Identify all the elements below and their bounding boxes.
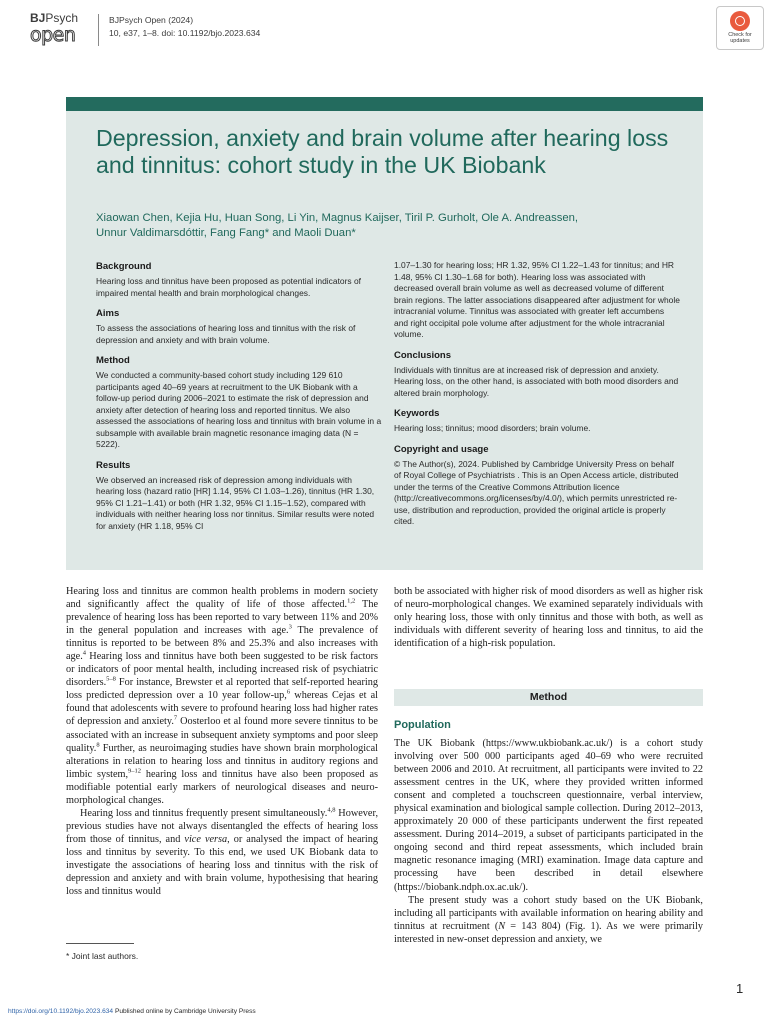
authors-line-1: Xiaowan Chen, Kejia Hu, Huan Song, Li Yin, Magnus Kaijser, Tiril P. Gurholt, Ole A. Andreassen, bbox=[96, 212, 579, 224]
aims-heading: Aims bbox=[96, 308, 120, 319]
body-left-column bbox=[66, 585, 378, 898]
check-for-updates-button[interactable] bbox=[716, 6, 764, 50]
text-run: ). As we were primarily interested in new-onset depression and anxiety, we bbox=[394, 920, 704, 945]
method-text: We conducted a community-based cohort study including 129 610 participants aged 40–69 years at recruitment to the UK Biobank with a follow-up period during 2006–2021 to estimate the risk of depression and anxiety after detection of hearing loss and reported tinnitus. We also assessed the associations of hearing loss and tinnitus with brain volume in a subsample with available brain magnetic resonance imaging data (N = 5222). bbox=[96, 370, 382, 449]
italic-run: vice versa bbox=[184, 833, 228, 845]
conclusions-heading: Conclusions bbox=[394, 349, 452, 361]
text-run: For instance, Brewster et al reported that self-reported hearing loss predicted depression over a 10 year follow-up, bbox=[66, 677, 378, 702]
text-run: The prevalence of tinnitus is reported to be between 8% and 25.3% and also increases with age. bbox=[66, 625, 378, 663]
license-link[interactable]: http://creativecommons.org/licenses/by/4.0/ bbox=[396, 493, 560, 503]
text-run: ) is a cohort study involving over 500 000 participants aged 40–69 who were recruited between 2006 and 2010. At recruitment, all participants were invited to 22 assessment centres in the UK, where they provided written informed consent and completed a touchscreen questionnaire, verbal interview, physical examination and biological sample collection. During 2012–2013, approximately 20 000 of these participants underwent the first repeated assessment. During 2014–2019, a subset of participants participated in the ongoing second and third repeat assessments, which included brain magnetic resonance imaging (MRI) examination. Image data capture and processing have been described in detail elsewhere ( bbox=[394, 738, 704, 893]
journal-name: BJPsych Open (2024) bbox=[109, 15, 194, 25]
biobank-showcase-link[interactable]: https://biobank.ndph.ox.ac.uk/ bbox=[397, 881, 523, 893]
conclusions-text: Individuals with tinnitus are at increased risk of depression and anxiety. Hearing loss, on the other hand, is associated with both mood disorders and altered brain morphology. bbox=[394, 364, 679, 398]
journal-citation bbox=[98, 14, 260, 46]
aims-text: To assess the associations of hearing loss and tinnitus with the risk of depression and anxiety and with brain volume. bbox=[96, 323, 356, 345]
citation-ref[interactable]: 3 bbox=[288, 623, 292, 631]
logo-open: open bbox=[30, 24, 76, 46]
doi-footer bbox=[8, 1007, 256, 1016]
authors-line-2: Unnur Valdimarsdóttir, Fang Fang* and Maoli Duan* bbox=[96, 227, 356, 239]
journal-logo bbox=[30, 12, 86, 48]
published-online: Published online by Cambridge University Press bbox=[113, 1008, 256, 1015]
ukbiobank-link[interactable]: https://www.ukbiobank.ac.uk/ bbox=[485, 738, 610, 749]
keywords-text: Hearing loss; tinnitus; mood disorders; brain volume. bbox=[394, 423, 591, 433]
citation-ref[interactable]: 1,2 bbox=[347, 597, 356, 605]
author-list bbox=[96, 211, 696, 241]
text-run: , or analysed the impact of hearing loss and tinnitus by severity. To this end, we used UK Biobank data to investigate the associations of hearing loss and tinnitus with the risk of depression and anxiety and with brain volume, hypothesising that hearing loss and tinnitus would bbox=[66, 833, 379, 898]
text-run: However, previous studies have not always disentangled the effects of hearing loss from those of tinnitus, and bbox=[66, 807, 379, 845]
footnote-joint-authors: * Joint last authors. bbox=[66, 951, 139, 961]
citation-ref[interactable]: 7 bbox=[173, 715, 178, 723]
citation-ref[interactable]: 9–12 bbox=[128, 767, 142, 775]
text-run: ). bbox=[522, 881, 529, 893]
italic-run: N bbox=[498, 920, 506, 932]
badge-line-2: updates bbox=[730, 38, 750, 44]
text-run: Hearing loss and tinnitus are common health problems in modern society and significantly affect the quality of life of those affected. bbox=[66, 586, 378, 611]
article-title: Depression, anxiety and brain volume after hearing loss and tinnitus: cohort study in the UK Biobank bbox=[96, 125, 669, 178]
method-heading: Method bbox=[96, 355, 130, 366]
figure-1-link[interactable]: Fig. 1 bbox=[569, 920, 596, 932]
background-text: Hearing loss and tinnitus have been proposed as potential indicators of impaired mental health and brain morphological changes. bbox=[96, 276, 362, 298]
abstract-left-column bbox=[96, 261, 382, 541]
intro-continued: both be associated with higher risk of mood disorders as well as higher risk of neuro-morphological changes. We examined separately individuals with only hearing loss, those with only tinnitus and those with both, as well as individuals with different severity of hearing loss and tinnitus, to aid the identification of a high-risk population. bbox=[394, 586, 703, 650]
text-run: whereas Cejas et al found that adolescents with severe to profound hearing loss had higher rates of depression and anxiety. bbox=[66, 690, 378, 728]
body-right-column-population bbox=[394, 737, 703, 946]
keywords-heading: Keywords bbox=[394, 408, 440, 419]
intro-paragraph-2 bbox=[66, 807, 378, 898]
results-text: We observed an increased risk of depression among individuals with hearing loss (hazard ratio [HR] 1.14, 95% CI 1.03–1.26), tinnitus (HR 1.30, 95% CI 1.21–1.41) or both (HR 1.32, 95% CI 1.15–1.52), compared with individuals with neither hearing loss nor tinnitus. Similar results were noted for anxiety (HR 1.18, 95% CI bbox=[96, 474, 375, 531]
abstract-right-column bbox=[394, 260, 680, 537]
badge-line-1: Check for bbox=[728, 32, 752, 38]
check-for-updates-icon bbox=[730, 11, 750, 31]
copyright-pre: © The Author(s), 2024. Published by Cambridge University Press on behalf of Royal College of Psychiatrists . This is an Open Access article, distributed under the terms of the Creative Commons Attribution licence ( bbox=[394, 458, 679, 503]
text-run: The present study was a cohort study based on the UK Biobank, including all participants with available information on hearing ability and tinnitus at recruitment ( bbox=[394, 894, 703, 932]
population-paragraph-2 bbox=[394, 894, 703, 946]
text-run: The UK Biobank ( bbox=[394, 738, 486, 749]
intro-paragraph-1 bbox=[66, 585, 378, 807]
citation-ref[interactable]: 5–8 bbox=[106, 675, 116, 683]
citation-line: 10, e37, 1–8. doi: 10.1192/bjo.2023.634 bbox=[109, 28, 261, 38]
text-run: Further, as neuroimaging studies have shown brain morphological alterations in relation to hearing loss and tinnitus in auditory regions and limbic system, bbox=[66, 742, 378, 780]
background-heading: Background bbox=[96, 261, 152, 272]
citation-ref[interactable]: 6 bbox=[286, 688, 291, 696]
doi-link[interactable]: https://doi.org/10.1192/bjo.2023.634 bbox=[8, 1008, 114, 1015]
text-run: = 143 804) ( bbox=[505, 920, 570, 932]
logo-bj: BJ bbox=[30, 11, 46, 25]
body-right-column-top bbox=[394, 585, 703, 650]
logo-psych: Psych bbox=[45, 11, 79, 25]
population-heading: Population bbox=[394, 719, 451, 731]
citation-ref[interactable]: 8 bbox=[96, 741, 100, 749]
results-heading: Results bbox=[96, 459, 131, 471]
text-run: Oosterloo et al found more severe tinnitus to be associated with an increase in subsequent anxiety symptoms and poor sleep quality. bbox=[66, 716, 378, 754]
text-run: Hearing loss and tinnitus frequently present simultaneously. bbox=[80, 807, 328, 819]
copyright-text bbox=[394, 459, 680, 528]
method-section-header: Method bbox=[394, 689, 703, 706]
citation-ref[interactable]: 4,8 bbox=[327, 806, 336, 814]
text-run: Hearing loss and tinnitus have both been suggested to be risk factors or indicators of poor mental health, including increased risk of psychiatric disorders. bbox=[66, 651, 378, 689]
copyright-post: ), which permits unrestricted re-use, distribution and reproduction, provided the original article is properly cited. bbox=[394, 493, 678, 526]
citation-ref[interactable]: 4 bbox=[82, 649, 87, 657]
population-paragraph-1 bbox=[394, 737, 703, 894]
abstract-top-bar bbox=[66, 97, 703, 111]
results-continued: 1.07–1.30 for hearing loss; HR 1.32, 95% CI 1.22–1.43 for tinnitus; and HR 1.48, 95% CI 1.30–1.68 for both). Hearing loss was associated with decreased overall brain volume as well as decreased volume of different brain regions. The latter associations disappeared after adjustment for whole intracranial volume. Tinnitus was associated with greater left accumbens and right occipital pole volume after adjustment for the whole intracranial volume. bbox=[394, 260, 680, 339]
text-run: The prevalence of hearing loss has been reported to vary between 11% and 20% in the general population and increases with age. bbox=[66, 599, 378, 637]
footnote-divider bbox=[66, 943, 134, 944]
page-number: 1 bbox=[736, 981, 744, 996]
copyright-heading: Copyright and usage bbox=[394, 443, 489, 455]
text-run: hearing loss and tinnitus have also been proposed as modifiable potential early markers of neurological diseases and neuro-morphological changes. bbox=[66, 768, 378, 806]
